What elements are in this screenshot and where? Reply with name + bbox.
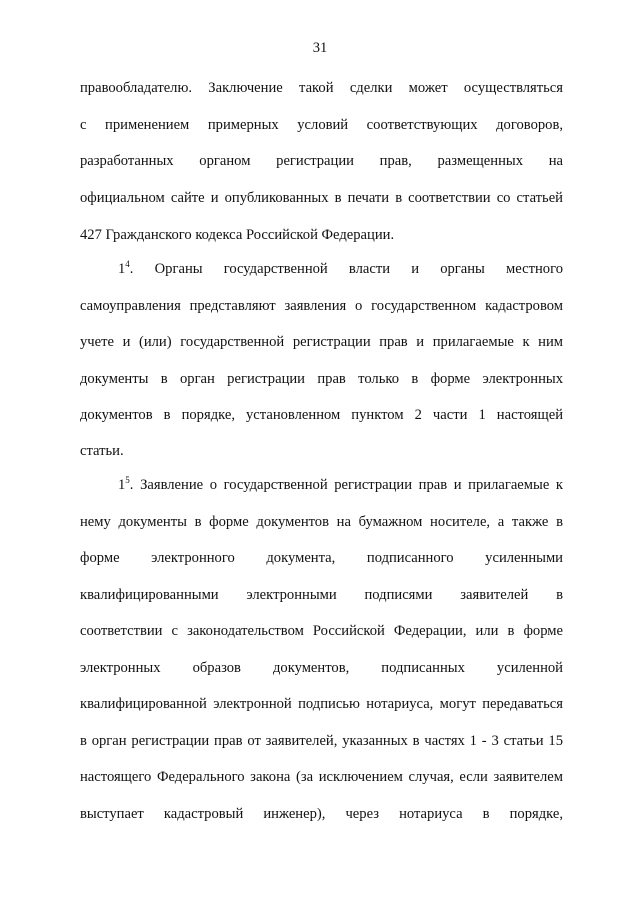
text-line: правообладателю. Заключение такой сделки может осуществляться [80, 80, 563, 96]
text-line: Органы государственной власти и органы местного [154, 261, 563, 277]
text-line: с применением примерных условий соответствующих договоров, [80, 117, 563, 133]
text-line: настоящего Федерального закона (за исключением случая, если заявителем [80, 769, 563, 785]
text-line: учете и (или) государственной регистрации прав и прилагаемые к ним [80, 334, 563, 350]
text-line: документы в орган регистрации прав только в форме электронных [80, 371, 563, 387]
text-line: официальном сайте и опубликованных в печати в соответствии со статьей [80, 190, 563, 206]
text-line: выступает кадастровый инженер), через нотариуса в порядке, [80, 806, 563, 822]
text-line: самоуправления представляют заявления о государственном кадастровом [80, 298, 563, 314]
text-line: в орган регистрации прав от заявителей, указанных в частях 1 - 3 статьи 15 [80, 733, 563, 749]
item-1-4-first-line [118, 259, 563, 279]
item-number: $1^5$. [118, 475, 134, 493]
text-line: электронных образов документов, подписанных усиленной [80, 660, 563, 676]
text-line: разработанных органом регистрации прав, размещенных на [80, 153, 563, 169]
text-line: нему документы в форме документов на бумажном носителе, а также в [80, 514, 563, 530]
text-line: Заявление о государственной регистрации прав и прилагаемые к [140, 477, 563, 493]
text-line: форме электронного документа, подписанного усиленными [80, 550, 563, 566]
text-line: квалифицированными электронными подписями заявителей в [80, 587, 563, 603]
text-line: 427 Гражданского кодекса Российской Федерации. [80, 227, 395, 243]
text-line: документов в порядке, установленном пунктом 2 части 1 настоящей [80, 407, 563, 423]
text-line: квалифицированной электронной подписью нотариуса, могут передаваться [80, 696, 563, 712]
item-number: $1^4$. [118, 259, 134, 277]
item-1-5-first-line [118, 475, 563, 495]
text-line: статьи. [80, 443, 124, 459]
page-number: 31 [312, 40, 328, 56]
text-line: соответствии с законодательством Российской Федерации, или в форме [80, 623, 563, 639]
